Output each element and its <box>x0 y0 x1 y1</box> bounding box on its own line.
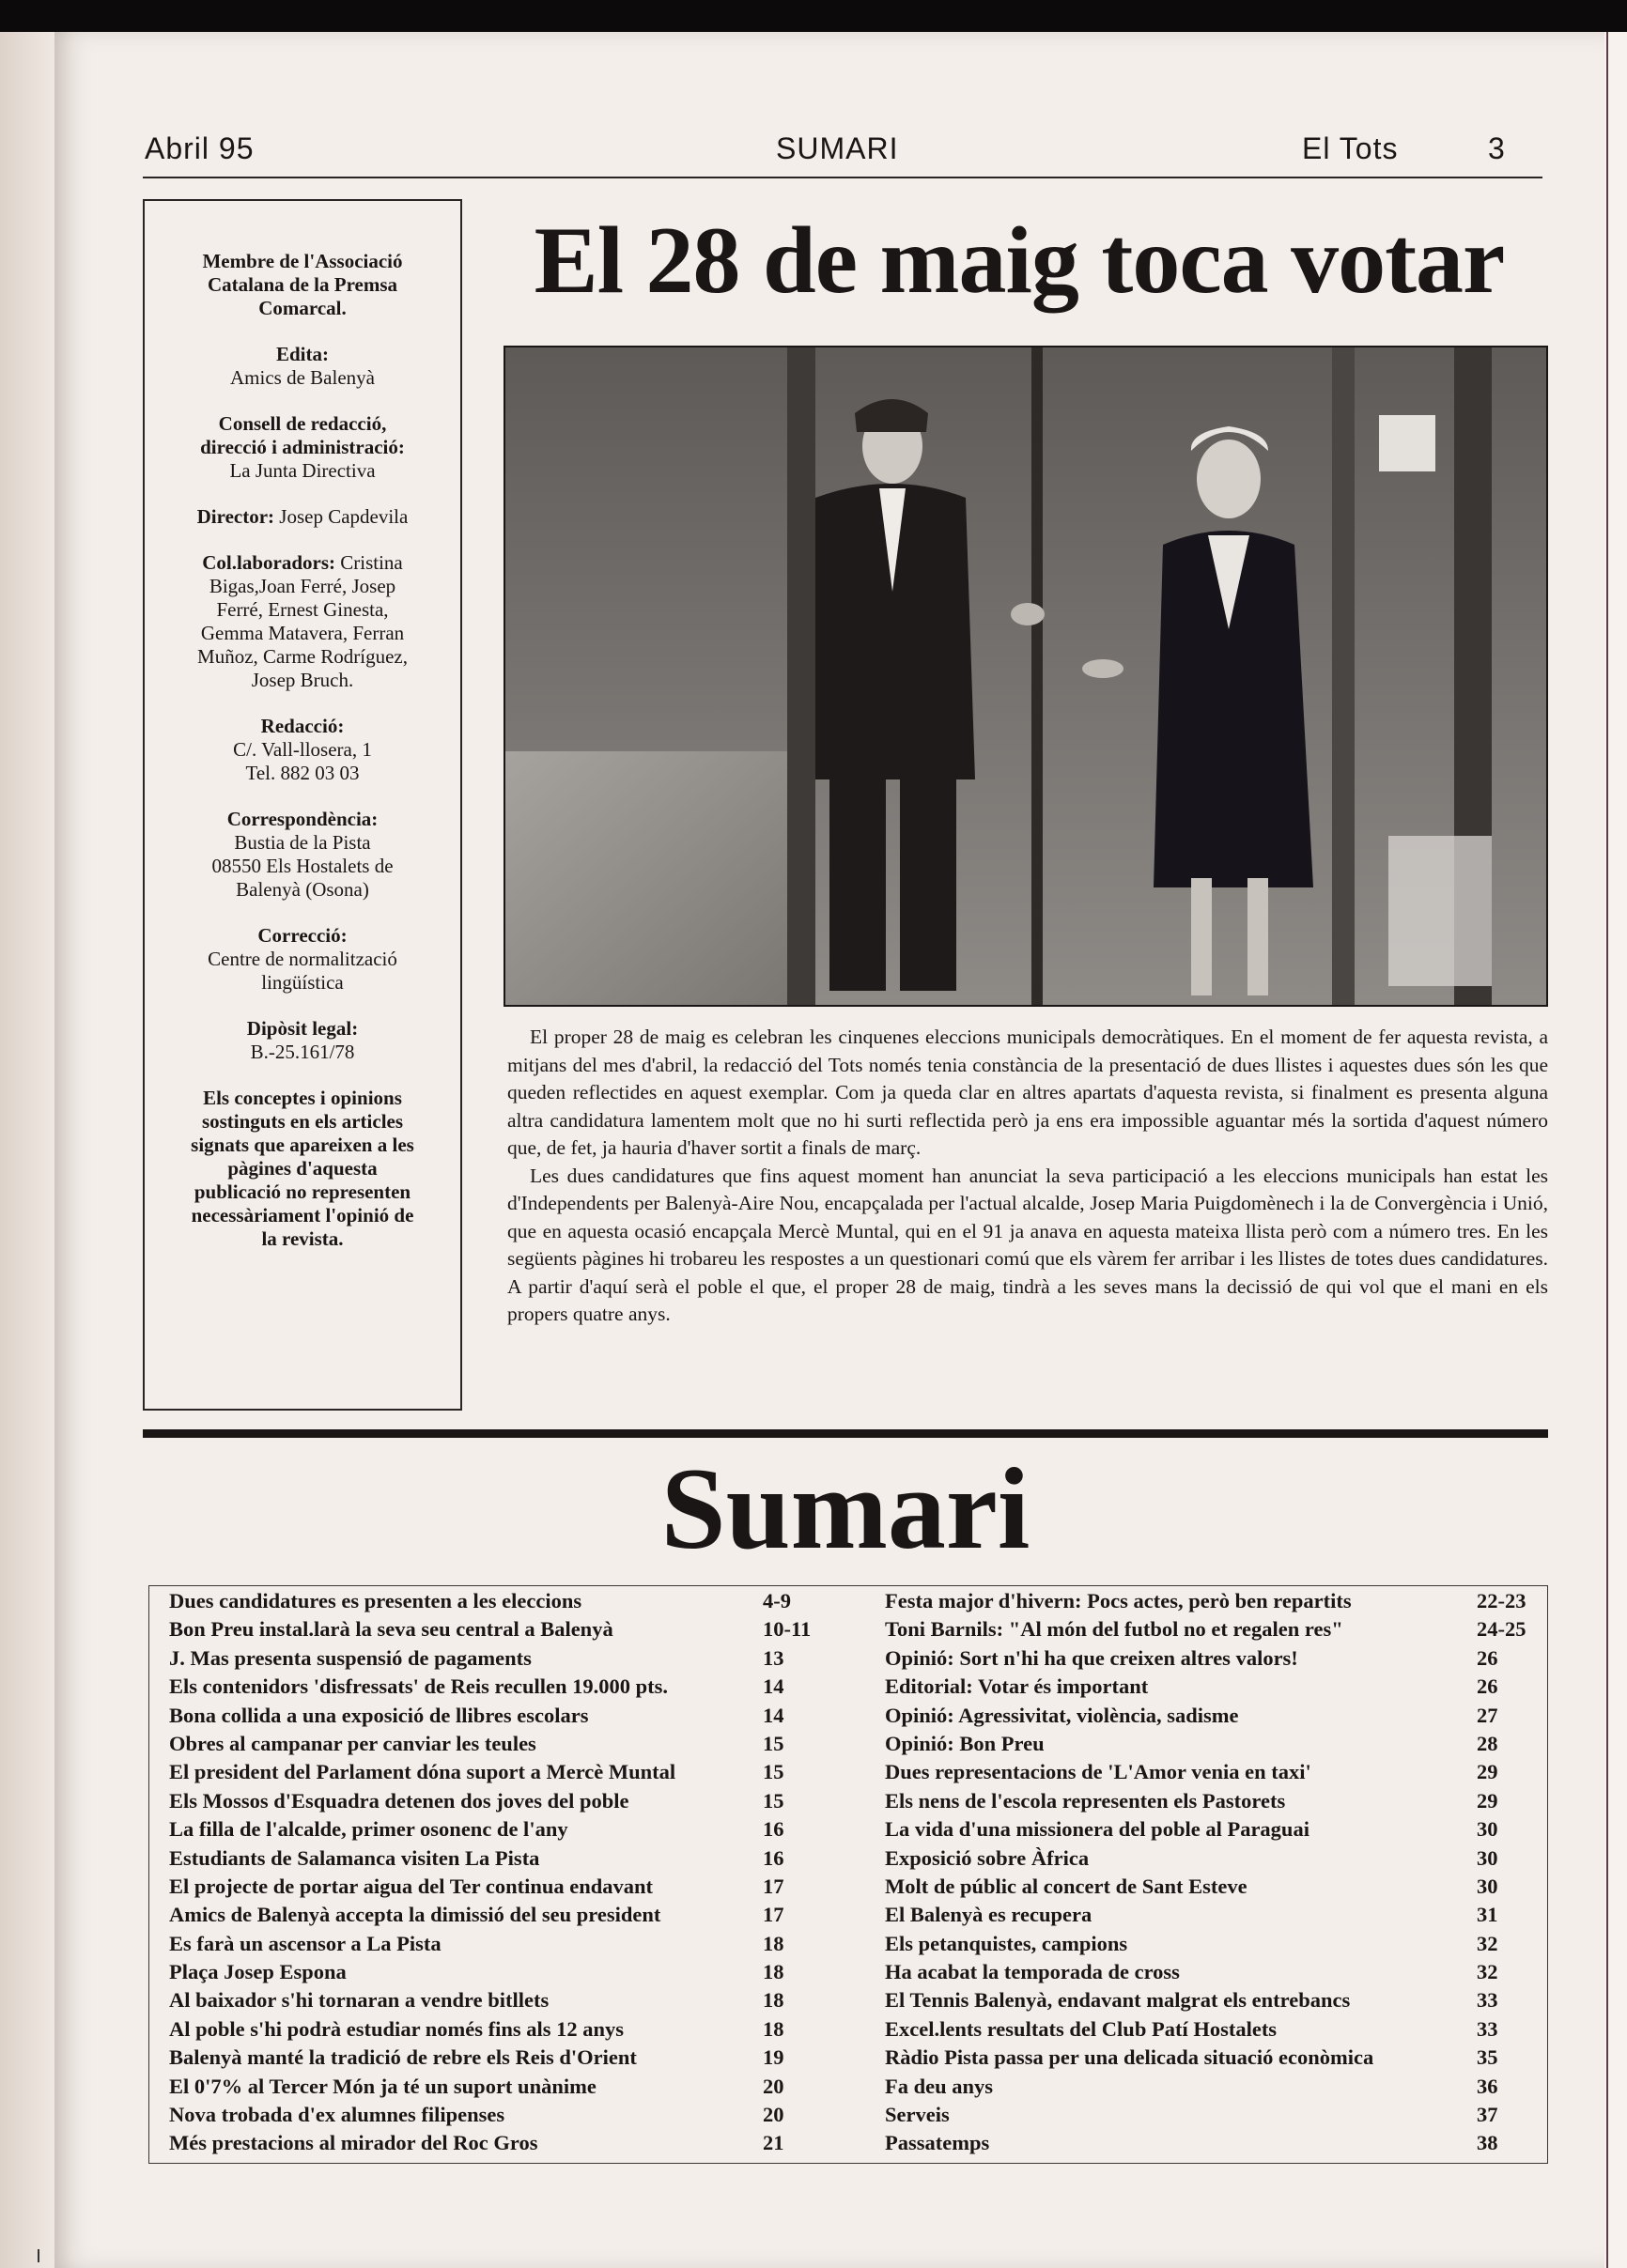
toc-entry[interactable] <box>885 1930 1542 1958</box>
toc-entry[interactable] <box>885 1702 1542 1730</box>
toc-entry-title: Excel.lents resultats del Club Patí Hostalets <box>885 2016 1278 2041</box>
toc-entry-title: Els Mossos d'Esquadra detenen dos joves del poble <box>169 1788 629 1813</box>
toc-entry-title: Bona collida a una exposició de llibres escolars <box>169 1703 589 1727</box>
credits-redaccio: Redacció: C/. Vall-llosera, 1 Tel. 882 03 03 <box>233 715 372 784</box>
article-body <box>507 1024 1548 1329</box>
toc-entry-page: 26 <box>1477 1645 1498 1670</box>
header-rule <box>143 177 1542 178</box>
toc-entry-title: Festa major d'hivern: Pocs actes, però ben repartits <box>885 1589 1352 1612</box>
toc-entry[interactable] <box>169 1615 812 1643</box>
credits-diposit: Dipòsit legal: B.-25.161/78 <box>246 1017 359 1063</box>
toc-entry-page: 19 <box>763 2045 784 2070</box>
toc-entry[interactable] <box>169 1958 808 1986</box>
toc-entry-page: 30 <box>1477 1817 1498 1842</box>
toc-entry-title: El projecte de portar aigua del Ter continua endavant <box>169 1874 654 1898</box>
toc-entry-page: 18 <box>763 2016 784 2041</box>
toc-entry-title: Al baixador s'hi tornaran a vendre bitllets <box>169 1988 550 2013</box>
toc-entry-page: 31 <box>1477 1903 1498 1927</box>
toc-entry[interactable] <box>885 1730 1542 1758</box>
toc-entry-page: 21 <box>763 2131 784 2155</box>
toc-entry-page: 10-11 <box>763 1617 812 1642</box>
toc-entry-title: Opinió: Agressivitat, violència, sadisme <box>885 1703 1239 1727</box>
toc-right-column <box>885 1587 1542 2158</box>
toc-entry-page: 32 <box>1477 1960 1498 1984</box>
toc-entry-title: Els petanquistes, campions <box>885 1931 1128 1955</box>
toc-entry-page: 18 <box>763 1931 784 1955</box>
toc-entry-page: 15 <box>763 1731 784 1755</box>
header-publication: El Tots <box>1302 131 1399 165</box>
toc-entry-page: 26 <box>1477 1674 1498 1699</box>
toc-entry[interactable] <box>169 1873 808 1901</box>
photo-illustration <box>505 347 1546 1005</box>
toc-entry[interactable] <box>885 1986 1542 2014</box>
toc-entry-title: El Balenyà es recupera <box>885 1903 1092 1927</box>
toc-entry[interactable] <box>885 1587 1542 1615</box>
toc-entry[interactable] <box>169 1930 808 1958</box>
toc-entry-page: 18 <box>763 1988 784 2013</box>
toc-entry-page: 27 <box>1477 1703 1498 1727</box>
toc-entry-page: 18 <box>763 1960 784 1984</box>
toc-entry-page: 17 <box>763 1903 784 1927</box>
toc-entry-title: La filla de l'alcalde, primer osonenc de l'any <box>169 1817 568 1842</box>
toc-entry-page: 15 <box>763 1760 784 1784</box>
toc-entry[interactable] <box>885 2073 1542 2101</box>
toc-entry-title: Ha acabat la temporada de cross <box>885 1960 1180 1984</box>
toc-entry[interactable] <box>169 2044 808 2072</box>
toc-entry[interactable] <box>169 2129 808 2157</box>
toc-entry[interactable] <box>169 2073 808 2101</box>
toc-entry[interactable] <box>169 1986 808 2014</box>
page-gutter <box>0 32 54 2268</box>
toc-entry-title: Dues candidatures es presenten a les eleccions <box>169 1589 582 1612</box>
toc-entry[interactable] <box>885 1873 1542 1901</box>
toc-entry-title: Dues representacions de 'L'Amor venia en taxi' <box>885 1760 1311 1784</box>
toc-entry-page: 38 <box>1477 2131 1498 2155</box>
credits-director: Director: Josep Capdevila <box>196 505 409 528</box>
toc-entry-page: 30 <box>1477 1874 1498 1898</box>
toc-entry-page: 4-9 <box>763 1589 791 1612</box>
toc-entry-title: Molt de públic al concert de Sant Esteve <box>885 1874 1247 1898</box>
toc-entry-title: Editorial: Votar és important <box>885 1674 1149 1699</box>
toc-entry-title: Els nens de l'escola representen els Pastorets <box>885 1788 1286 1813</box>
toc-entry-title: Serveis <box>885 2103 950 2127</box>
toc-entry-title: Ràdio Pista passa per una delicada situació econòmica <box>885 2045 1374 2070</box>
toc-entry-page: 14 <box>763 1674 784 1699</box>
toc-entry[interactable] <box>169 1815 808 1844</box>
credits-correspondencia: Correspondència: Bustia de la Pista 08550 Els Hostalets de Balenyà (Osona) <box>211 808 394 901</box>
toc-entry-page: 15 <box>763 1788 784 1813</box>
toc-entry-title: Bon Preu instal.larà la seva seu central a Balenyà <box>169 1617 613 1642</box>
toc-entry-page: 17 <box>763 1874 784 1898</box>
toc-entry-page: 33 <box>1477 2016 1498 2041</box>
article-photo <box>504 346 1548 1007</box>
toc-entry-title: Passatemps <box>885 2131 990 2155</box>
toc-entry-page: 20 <box>763 2103 784 2127</box>
page-mark <box>38 2249 39 2262</box>
toc-entry-page: 24-25 <box>1477 1617 1526 1642</box>
toc-entry-title: Opinió: Bon Preu <box>885 1731 1045 1755</box>
toc-entry-page: 16 <box>763 1817 784 1842</box>
toc-entry[interactable] <box>169 1673 808 1701</box>
toc-entry[interactable] <box>885 2044 1542 2072</box>
credits-edita: Edita: Amics de Balenyà <box>230 343 375 389</box>
credits-consell: Consell de redacció, direcció i administració: La Junta Directiva <box>200 412 405 482</box>
toc-entry-page: 32 <box>1477 1931 1498 1955</box>
toc-entry-page: 29 <box>1477 1760 1498 1784</box>
credits-box <box>143 199 462 1411</box>
article-headline: El 28 de maig toca votar <box>534 208 1505 314</box>
toc-entry-title: J. Mas presenta suspensió de pagaments <box>169 1645 532 1670</box>
toc-entry-page: 22-23 <box>1477 1589 1526 1612</box>
section-rule <box>143 1429 1548 1438</box>
page-edge <box>1604 32 1627 2268</box>
toc-entry[interactable] <box>885 2015 1542 2044</box>
toc-entry[interactable] <box>885 2129 1542 2157</box>
toc-entry[interactable] <box>169 1730 808 1758</box>
toc-entry-title: Balenyà manté la tradició de rebre els Reis d'Orient <box>169 2045 637 2070</box>
toc-entry-page: 29 <box>1477 1788 1498 1813</box>
toc-entry[interactable] <box>169 2015 808 2044</box>
toc-entry-title: Amics de Balenyà accepta la dimissió del seu president <box>169 1903 661 1927</box>
toc-entry-page: 14 <box>763 1703 784 1727</box>
header-date: Abril 95 <box>145 131 255 165</box>
credits-membership: Membre de l'Associació Catalana de la Premsa Comarcal. <box>202 250 403 319</box>
toc-entry-page: 37 <box>1477 2103 1498 2127</box>
toc-entry-title: Nova trobada d'ex alumnes filipenses <box>169 2103 505 2127</box>
toc-entry-title: El Tennis Balenyà, endavant malgrat els entrebancs <box>885 1988 1351 2013</box>
toc-left-column <box>169 1587 812 2158</box>
toc-entry-title: Fa deu anys <box>885 2074 994 2098</box>
credits-disclaimer: Els conceptes i opinions sostinguts en els articles signats que apareixen a les pàgines d'aquesta publicació no representen necessàriament l'opinió de la revista. <box>191 1087 414 1250</box>
toc-entry[interactable] <box>169 1587 808 1615</box>
toc-entry[interactable] <box>885 1901 1542 1929</box>
toc-entry-title: Exposició sobre Àfrica <box>885 1845 1090 1870</box>
toc-entry-page: 30 <box>1477 1845 1498 1870</box>
toc-entry-title: Obres al campanar per canviar les teules <box>169 1731 536 1755</box>
toc-entry-page: 33 <box>1477 1988 1498 2013</box>
toc-entry[interactable] <box>169 2101 808 2129</box>
toc-entry[interactable] <box>169 1901 808 1929</box>
toc-entry-page: 35 <box>1477 2045 1498 2070</box>
toc-entry[interactable] <box>885 1958 1542 1986</box>
toc-entry-title: Al poble s'hi podrà estudiar només fins als 12 anys <box>169 2016 625 2041</box>
toc-entry-page: 20 <box>763 2074 784 2098</box>
credits-collaborators: Col.laboradors: Cristina Bigas,Joan Ferré, Josep Ferré, Ernest Ginesta, Gemma Matavera, Ferran Muñoz, Carme Rodríguez, Josep Bruch. <box>197 551 408 691</box>
toc-entry[interactable] <box>169 1702 808 1730</box>
toc-entry-title: El president del Parlament dóna suport a Mercè Muntal <box>169 1760 676 1784</box>
toc-entry[interactable] <box>885 1644 1542 1673</box>
toc-entry[interactable] <box>885 1787 1542 1815</box>
toc-entry[interactable] <box>885 1815 1542 1844</box>
toc-entry-title: Toni Barnils: "Al món del futbol no et regalen res" <box>885 1617 1343 1642</box>
toc-entry-title: El 0'7% al Tercer Món ja té un suport unànime <box>169 2074 597 2098</box>
header-page-number: 3 <box>1488 131 1506 165</box>
toc-entry[interactable] <box>169 1844 808 1873</box>
toc-entry-page: 28 <box>1477 1731 1498 1755</box>
toc-entry[interactable] <box>885 1673 1542 1701</box>
toc-entry[interactable] <box>169 1758 808 1786</box>
toc-entry[interactable] <box>169 1644 808 1673</box>
article-paragraph: El proper 28 de maig es celebran les cinquenes eleccions municipals democràtiques. En el moment de fer aquesta revista, a mitjans del mes d'abril, la redacció del Tots només tenia constància de la presentació de dues llistes i aquestes dues són les que queden reflectides en aquest exemplar. Com ja queda clar en altres apartats d'aquesta revista, si finalment es presenta alguna altra candidatura lamentem molt que no hi surti reflectida però ja ens era impossible aguantar més la sortida d'aquest número que, de fet, ja hauria d'haver sortit a finals de març. <box>507 1026 1548 1159</box>
credits-correccio: Correcció: Centre de normalització lingüística <box>208 924 397 994</box>
toc-entry-title: Més prestacions al mirador del Roc Gros <box>169 2131 538 2155</box>
sumari-title: Sumari <box>660 1444 1030 1573</box>
toc-entry-title: Plaça Josep Espona <box>169 1960 347 1984</box>
header-section: SUMARI <box>776 131 899 165</box>
toc-entry-title: Es farà un ascensor a La Pista <box>169 1931 442 1955</box>
toc-entry[interactable] <box>885 1615 1542 1643</box>
article-paragraph: Les dues candidatures que fins aquest moment han anunciat la seva participació a les eleccions municipals han estat les d'Independents per Balenyà-Aire Nou, encapçalada per l'actual alcalde, Josep Maria Puigdomènech i la de Convergència i Unió, que en aquesta ocasió encapçala Mercè Muntal, qui en el 91 ja anava en aquesta mateixa llista però com a número tres. En les següents pàgines hi trobareu les respostes a un questionari comú que els vàrem fer arribar i les llistes de totes dues candidatures. A partir d'aquí serà el poble el que, el proper 28 de maig, tindrà a les seves mans la decissió de qui vol que el mani en els propers quatre anys. <box>507 1164 1548 1325</box>
toc-entry-title: Opinió: Sort n'hi ha que creixen altres valors! <box>885 1645 1298 1670</box>
toc-entry-title: Els contenidors 'disfressats' de Reis recullen 19.000 pts. <box>169 1674 669 1699</box>
toc-entry[interactable] <box>169 1787 808 1815</box>
toc-entry[interactable] <box>885 1758 1542 1786</box>
toc-entry-title: La vida d'una missionera del poble al Paraguai <box>885 1817 1309 1842</box>
toc-entry-page: 13 <box>763 1645 784 1670</box>
toc-entry[interactable] <box>885 2101 1542 2129</box>
toc-entry-page: 36 <box>1477 2074 1498 2098</box>
toc-entry-page: 16 <box>763 1845 784 1870</box>
toc-entry-title: Estudiants de Salamanca visiten La Pista <box>169 1845 540 1870</box>
toc-entry[interactable] <box>885 1844 1542 1873</box>
